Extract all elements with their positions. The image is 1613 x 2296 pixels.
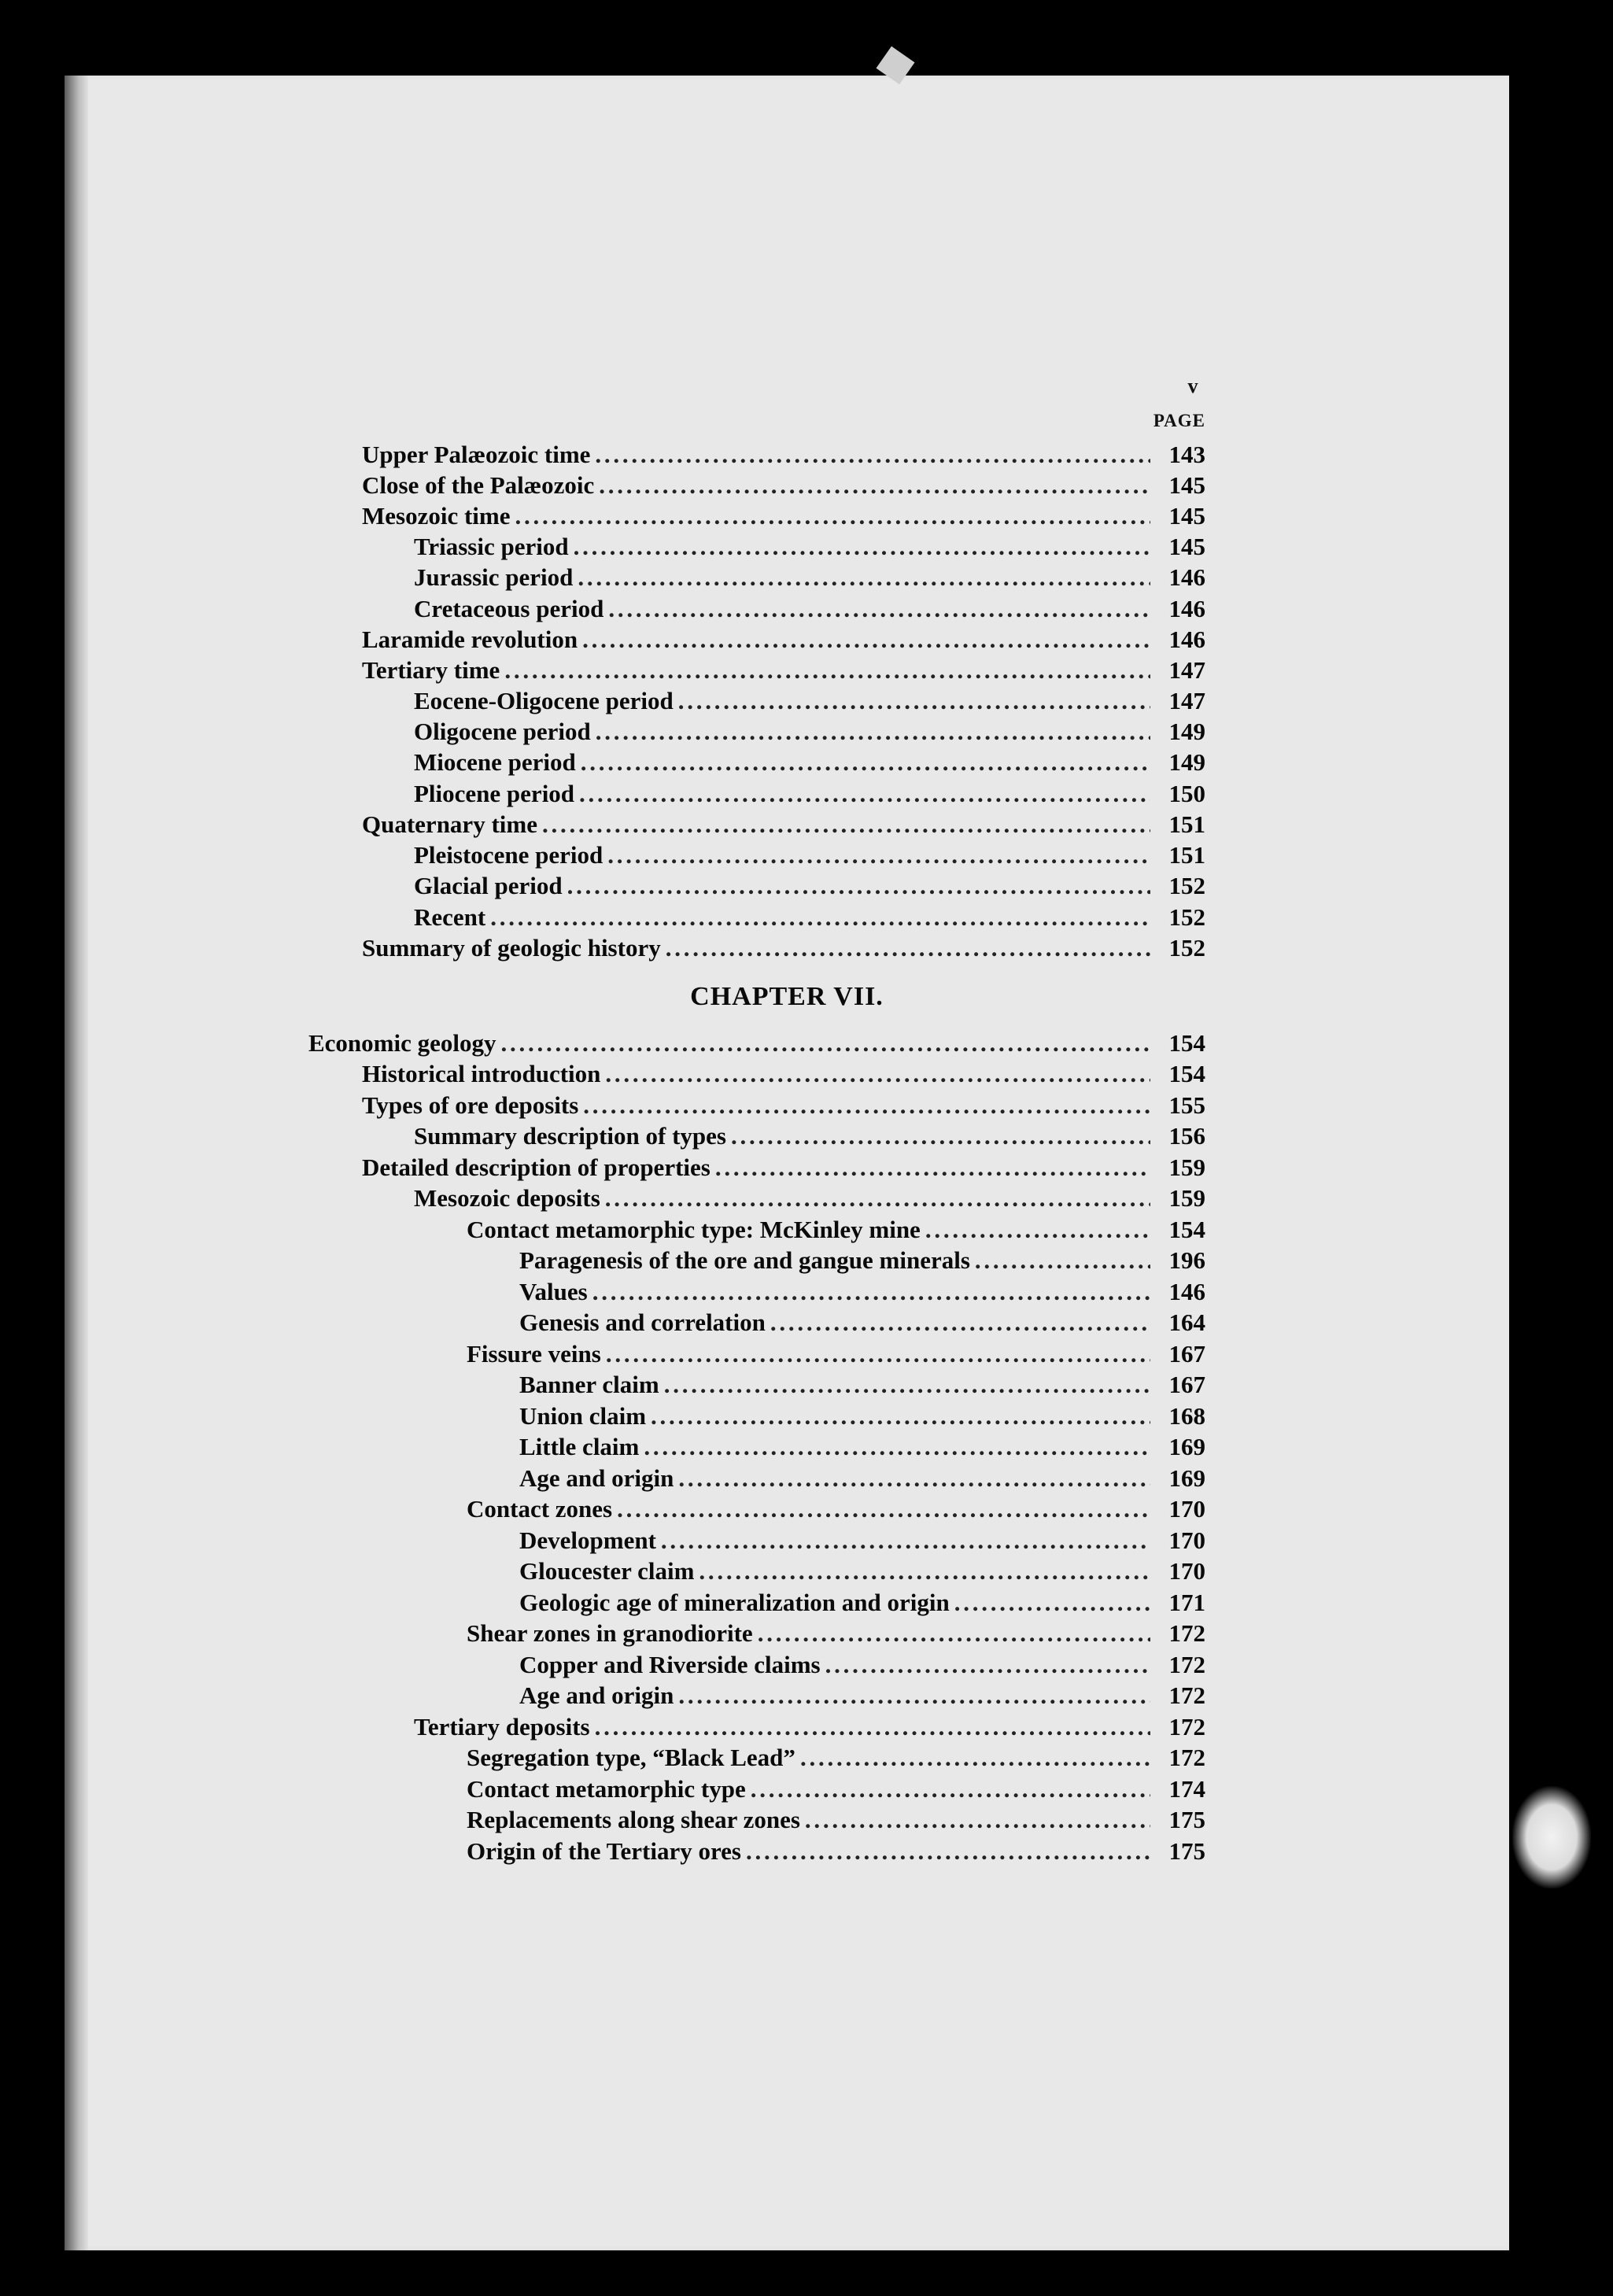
toc-entry-page: 151 <box>1168 841 1205 869</box>
toc-entry-page: 152 <box>1168 934 1205 962</box>
dot-leader <box>770 1309 1150 1337</box>
toc-entry-title: Age and origin <box>519 1464 674 1492</box>
toc-entry-title: Shear zones in granodiorite <box>467 1619 753 1647</box>
toc-entry <box>519 1433 1205 1463</box>
toc-entry-title: Union claim <box>519 1402 647 1430</box>
toc-entry-page: 154 <box>1168 1216 1205 1243</box>
toc-entry <box>308 1029 1205 1059</box>
toc-entry-page: 147 <box>1168 687 1205 714</box>
toc-entry-title: Detailed description of properties <box>362 1154 711 1181</box>
dot-leader <box>699 1557 1150 1585</box>
toc-entry-title: Miocene period <box>414 748 576 776</box>
toc-entry-page: 155 <box>1168 1091 1205 1119</box>
toc-entry <box>362 810 1205 840</box>
dot-leader <box>617 1495 1150 1523</box>
toc-entry-title: Pleistocene period <box>414 841 603 869</box>
toc-entry <box>362 441 1205 471</box>
toc-entry-page: 152 <box>1168 872 1205 899</box>
toc-entry-page: 149 <box>1168 748 1205 776</box>
toc-entry <box>414 533 1205 563</box>
toc-entry-page: 151 <box>1168 810 1205 838</box>
dot-leader <box>825 1651 1150 1679</box>
toc-entry <box>362 471 1205 501</box>
toc-entry <box>467 1775 1205 1805</box>
toc-entry-title: Copper and Riverside claims <box>519 1651 821 1678</box>
dot-leader <box>605 1060 1150 1088</box>
toc-entry-title: Geologic age of mineralization and origin <box>519 1589 950 1616</box>
toc-entry-page: 175 <box>1168 1806 1205 1833</box>
toc-entry <box>467 1619 1205 1649</box>
chapter-heading: CHAPTER VII. <box>690 982 884 1011</box>
toc-entry <box>362 1091 1205 1121</box>
toc-entry-title: Banner claim <box>519 1371 659 1398</box>
dot-leader <box>758 1619 1150 1648</box>
toc-entry-title: Paragenesis of the ore and gangue minerals <box>519 1246 970 1274</box>
dot-leader <box>954 1589 1150 1617</box>
toc-entry <box>467 1837 1205 1867</box>
toc-entry <box>519 1526 1205 1556</box>
toc-entry <box>414 563 1205 593</box>
toc-entry-title: Upper Palæozoic time <box>362 441 591 468</box>
toc-entry <box>362 502 1205 532</box>
toc-entry <box>467 1495 1205 1525</box>
toc-entry-page: 146 <box>1168 563 1205 591</box>
dot-leader <box>606 1340 1150 1368</box>
toc-entry-title: Oligocene period <box>414 718 591 745</box>
toc-entry-title: Types of ore deposits <box>362 1091 579 1119</box>
toc-entry-title: Age and origin <box>519 1681 674 1709</box>
toc-entry-page: 170 <box>1168 1495 1205 1523</box>
toc-entry-page: 172 <box>1168 1744 1205 1771</box>
dot-leader <box>805 1806 1150 1834</box>
toc-entry-page: 146 <box>1168 1278 1205 1305</box>
dot-leader <box>567 872 1150 900</box>
toc-entry-title: Summary of geologic history <box>362 934 661 962</box>
toc-entry-page: 168 <box>1168 1402 1205 1430</box>
dot-leader <box>678 687 1150 715</box>
toc-entry-title: Eocene-Oligocene period <box>414 687 674 714</box>
toc-entry-page: 145 <box>1168 502 1205 530</box>
toc-entry <box>362 656 1205 686</box>
dot-leader <box>678 1681 1150 1710</box>
toc-entry <box>414 1713 1205 1743</box>
toc-entry-title: Summary description of types <box>414 1122 726 1150</box>
dot-leader <box>595 1713 1150 1741</box>
dot-leader <box>501 1029 1151 1058</box>
toc-entry <box>519 1651 1205 1681</box>
toc-entry-title: Origin of the Tertiary ores <box>467 1837 741 1865</box>
dot-leader <box>746 1837 1150 1866</box>
dot-leader <box>607 841 1150 869</box>
toc-entry-page: 154 <box>1168 1060 1205 1087</box>
toc-entry <box>414 903 1205 933</box>
toc-entry-page: 175 <box>1168 1837 1205 1865</box>
toc-entry-title: Historical introduction <box>362 1060 601 1087</box>
toc-entry-page: 154 <box>1168 1029 1205 1057</box>
toc-entry <box>519 1309 1205 1338</box>
dot-leader <box>975 1246 1150 1275</box>
dot-leader <box>715 1154 1150 1182</box>
toc-entry <box>414 872 1205 902</box>
toc-entry <box>414 687 1205 717</box>
dot-leader <box>515 502 1150 530</box>
toc-entry <box>467 1806 1205 1836</box>
toc-entry <box>362 1060 1205 1090</box>
toc-entry <box>519 1278 1205 1308</box>
toc-entry <box>362 934 1205 964</box>
toc-entry-title: Replacements along shear zones <box>467 1806 800 1833</box>
toc-entry-page: 167 <box>1168 1371 1205 1398</box>
dot-leader <box>581 748 1150 777</box>
toc-entry <box>519 1589 1205 1619</box>
toc-entry <box>519 1246 1205 1276</box>
toc-entry-title: Contact metamorphic type <box>467 1775 746 1803</box>
toc-entry-title: Jurassic period <box>414 563 574 591</box>
dot-leader <box>751 1775 1150 1803</box>
toc-entry <box>414 595 1205 625</box>
toc-entry <box>519 1681 1205 1711</box>
toc-entry-title: Quaternary time <box>362 810 537 838</box>
toc-entry-page: 169 <box>1168 1433 1205 1460</box>
toc-entry <box>519 1557 1205 1587</box>
toc-entry-title: Tertiary deposits <box>414 1713 590 1740</box>
toc-entry-title: Cretaceous period <box>414 595 604 622</box>
toc-entry <box>362 1154 1205 1183</box>
toc-entry-page: 147 <box>1168 656 1205 684</box>
toc-entry-page: 172 <box>1168 1713 1205 1740</box>
dot-leader <box>596 718 1150 746</box>
toc-entry-page: 172 <box>1168 1651 1205 1678</box>
toc-entry <box>414 1184 1205 1214</box>
dot-leader <box>664 1371 1150 1399</box>
dot-leader <box>608 595 1150 623</box>
dot-leader <box>578 563 1150 592</box>
dot-leader <box>651 1402 1150 1430</box>
page-folio: v <box>1187 375 1198 397</box>
toc-entry-page: 172 <box>1168 1619 1205 1647</box>
dot-leader <box>599 471 1150 500</box>
toc-entry-page: 145 <box>1168 471 1205 499</box>
toc-entry-page: 170 <box>1168 1557 1205 1585</box>
dot-leader <box>800 1744 1150 1772</box>
toc-entry-page: 159 <box>1168 1154 1205 1181</box>
toc-entry-title: Segregation type, “Black Lead” <box>467 1744 795 1771</box>
dot-leader <box>605 1184 1150 1213</box>
dot-leader <box>490 903 1150 932</box>
scan-artifact-smudge <box>1512 1786 1591 1888</box>
toc-entry-page: 171 <box>1168 1589 1205 1616</box>
toc-entry <box>362 626 1205 655</box>
toc-entry <box>519 1464 1205 1494</box>
toc-entry-page: 196 <box>1168 1246 1205 1274</box>
toc-entry-page: 170 <box>1168 1526 1205 1554</box>
toc-entry-page: 143 <box>1168 441 1205 468</box>
toc-entry-title: Triassic period <box>414 533 569 560</box>
toc-entry-title: Little claim <box>519 1433 640 1460</box>
toc-entry-title: Mesozoic deposits <box>414 1184 600 1212</box>
toc-entry-title: Development <box>519 1526 656 1554</box>
toc-entry-page: 172 <box>1168 1681 1205 1709</box>
toc-entry <box>519 1371 1205 1401</box>
dot-leader <box>583 1091 1150 1120</box>
toc-entry-page: 145 <box>1168 533 1205 560</box>
toc-entry <box>414 1122 1205 1152</box>
toc-entry-title: Contact zones <box>467 1495 613 1523</box>
toc-entry <box>467 1340 1205 1370</box>
toc-entry-page: 152 <box>1168 903 1205 931</box>
toc-entry-page: 146 <box>1168 626 1205 653</box>
dot-leader <box>595 441 1150 469</box>
toc-entry-title: Genesis and correlation <box>519 1309 766 1336</box>
dot-leader <box>582 626 1150 654</box>
toc-entry-page: 159 <box>1168 1184 1205 1212</box>
dot-leader <box>592 1278 1150 1306</box>
toc-entry-title: Contact metamorphic type: McKinley mine <box>467 1216 921 1243</box>
dot-leader <box>666 934 1150 962</box>
dot-leader <box>731 1122 1150 1150</box>
toc-entry-title: Gloucester claim <box>519 1557 695 1585</box>
toc-entry-title: Tertiary time <box>362 656 500 684</box>
toc-entry-title: Mesozoic time <box>362 502 511 530</box>
toc-entry-page: 164 <box>1168 1309 1205 1336</box>
toc-entry-title: Close of the Palæozoic <box>362 471 595 499</box>
toc-entry-title: Glacial period <box>414 872 563 899</box>
toc-entry-page: 146 <box>1168 595 1205 622</box>
toc-entry-title: Economic geology <box>308 1029 496 1057</box>
page-column-label: PAGE <box>1153 411 1205 430</box>
toc-entry-page: 149 <box>1168 718 1205 745</box>
toc-entry <box>414 841 1205 871</box>
dot-leader <box>542 810 1150 839</box>
toc-entry-page: 174 <box>1168 1775 1205 1803</box>
toc-entry-title: Fissure veins <box>467 1340 601 1368</box>
toc-entry-page: 167 <box>1168 1340 1205 1368</box>
toc-entry <box>414 718 1205 747</box>
toc-entry <box>467 1744 1205 1774</box>
page-spine-shadow <box>65 76 88 2250</box>
dot-leader <box>661 1526 1150 1555</box>
dot-leader <box>579 780 1150 808</box>
dot-leader <box>574 533 1150 561</box>
toc-entry-title: Pliocene period <box>414 780 575 807</box>
dot-leader <box>644 1433 1150 1461</box>
dot-leader <box>678 1464 1150 1493</box>
toc-entry <box>414 780 1205 810</box>
toc-entry-page: 150 <box>1168 780 1205 807</box>
dot-leader <box>925 1216 1150 1244</box>
toc-entry-page: 169 <box>1168 1464 1205 1492</box>
toc-entry-title: Recent <box>414 903 486 931</box>
toc-entry <box>519 1402 1205 1432</box>
dot-leader <box>504 656 1150 685</box>
toc-entry-title: Values <box>519 1278 588 1305</box>
toc-entry-title: Laramide revolution <box>362 626 578 653</box>
toc-entry <box>467 1216 1205 1246</box>
toc-entry <box>414 748 1205 778</box>
toc-entry-page: 156 <box>1168 1122 1205 1150</box>
